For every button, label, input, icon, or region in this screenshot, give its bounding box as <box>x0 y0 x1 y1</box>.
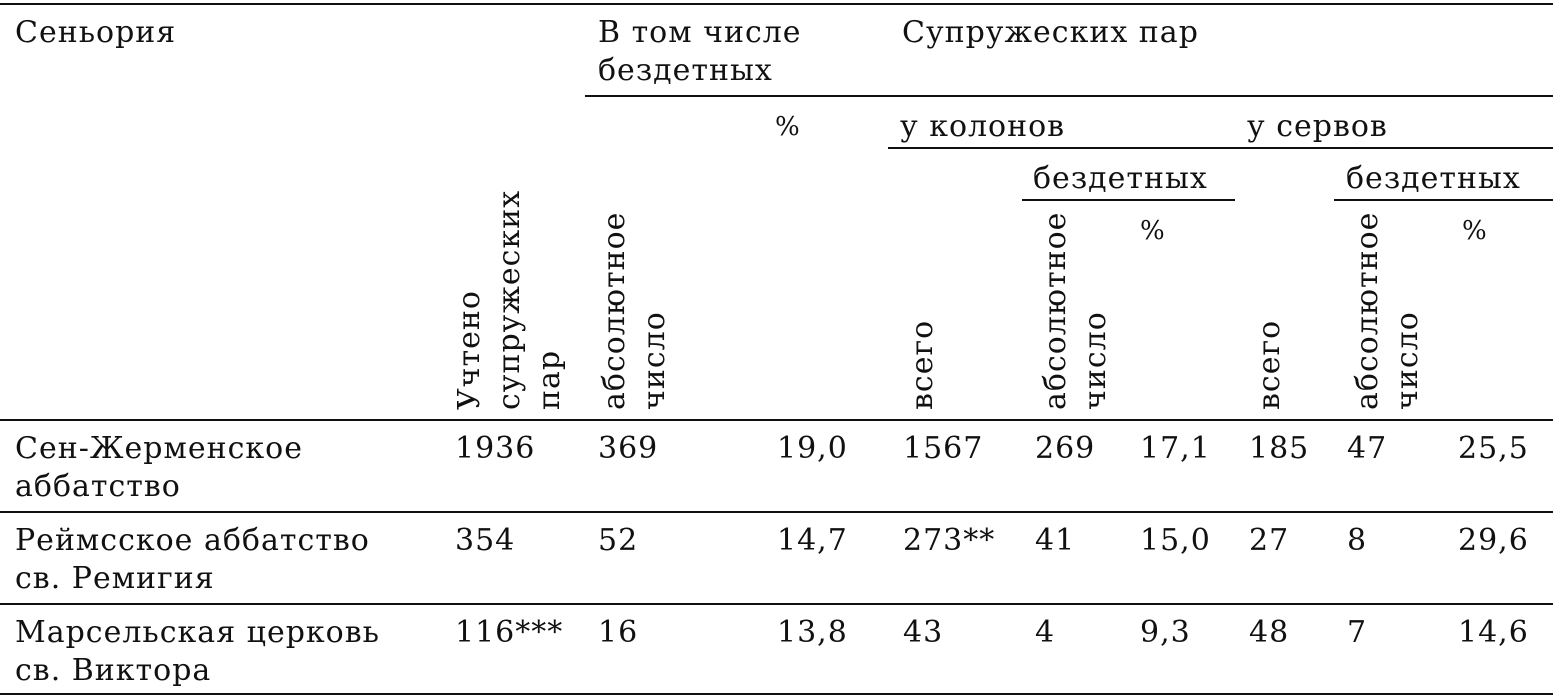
row-1-coloni-total: 1567 <box>903 431 984 466</box>
row-2-counted: 354 <box>455 523 516 558</box>
rule-row-1 <box>0 511 1553 513</box>
row-2-servi-childless-pct: 29,6 <box>1458 523 1529 558</box>
header-percent-group: % <box>775 112 801 142</box>
row-3-servi-total: 48 <box>1249 615 1290 650</box>
rule-childless-group <box>585 95 1553 97</box>
header-servi-abs-number: абсолютное число <box>1350 211 1425 410</box>
row-1-servi-childless-abs: 47 <box>1347 431 1388 466</box>
row-3-coloni-childless-pct: 9,3 <box>1140 615 1191 650</box>
header-abs-number: абсолютное число <box>597 211 672 410</box>
rule-colonus-servus <box>888 147 1553 149</box>
row-3-servi-childless-pct: 14,6 <box>1458 615 1529 650</box>
row-2-childless-pct: 14,7 <box>777 523 848 558</box>
row-1-childless-abs: 369 <box>598 431 659 466</box>
row-1-servi-childless-pct: 25,5 <box>1458 431 1529 466</box>
row-2-coloni-total: 273** <box>903 523 996 558</box>
header-coloni-percent: % <box>1140 216 1166 246</box>
row-2-coloni-childless-pct: 15,0 <box>1140 523 1211 558</box>
rule-servi-childless <box>1334 199 1553 201</box>
header-servi: у сервов <box>1247 109 1388 144</box>
row-2-coloni-childless-abs: 41 <box>1035 523 1076 558</box>
row-3-childless-abs: 16 <box>598 615 639 650</box>
row-1-servi-total: 185 <box>1249 431 1310 466</box>
rule-bottom <box>0 693 1553 695</box>
row-3-coloni-total: 43 <box>903 615 944 650</box>
header-servi-childless: бездетных <box>1346 161 1521 196</box>
row-2-servi-childless-abs: 8 <box>1347 523 1368 558</box>
header-childless-group: В том числе бездетных <box>598 15 802 88</box>
row-3-servi-childless-abs: 7 <box>1347 615 1368 650</box>
header-servi-total: всего <box>1252 319 1287 410</box>
row-2-childless-abs: 52 <box>598 523 639 558</box>
header-coloni-abs-number: абсолютное число <box>1038 211 1113 410</box>
row-1-counted: 1936 <box>455 431 536 466</box>
rule-row-2 <box>0 603 1553 605</box>
row-2-name: Реймсское аббатство св. Ремигия <box>15 523 370 596</box>
row-3-coloni-childless-abs: 4 <box>1035 615 1056 650</box>
header-counted: Учтено супружеских пар <box>452 189 567 410</box>
rule-coloni-childless <box>1022 199 1235 201</box>
header-couples: Супружеских пар <box>902 15 1199 50</box>
header-coloni-total: всего <box>905 319 940 410</box>
rule-top <box>0 3 1553 5</box>
row-1-coloni-childless-abs: 269 <box>1035 431 1096 466</box>
rule-header-bottom <box>0 419 1553 421</box>
row-3-name: Марсельская церковь св. Виктора <box>15 615 380 688</box>
header-seniory: Сеньория <box>15 15 177 50</box>
row-3-childless-pct: 13,8 <box>777 615 848 650</box>
row-1-childless-pct: 19,0 <box>777 431 848 466</box>
row-3-counted: 116*** <box>455 615 564 650</box>
row-2-servi-total: 27 <box>1249 523 1290 558</box>
header-servi-percent: % <box>1462 216 1488 246</box>
row-1-coloni-childless-pct: 17,1 <box>1140 431 1211 466</box>
row-1-name: Сен-Жерменское аббатство <box>15 431 303 504</box>
header-coloni: у колонов <box>900 109 1066 144</box>
header-coloni-childless: бездетных <box>1033 161 1208 196</box>
